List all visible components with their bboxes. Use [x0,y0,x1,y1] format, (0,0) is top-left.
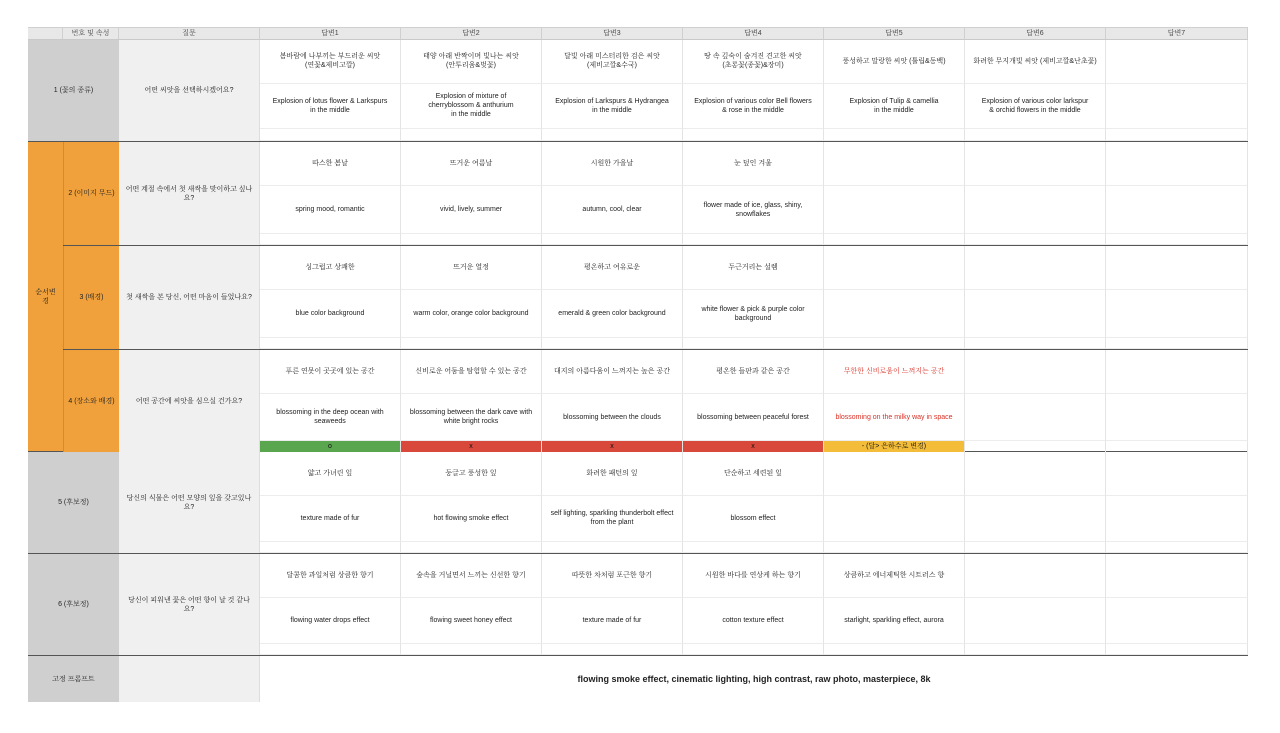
col-header-answer7[interactable]: 답변7 [1106,28,1248,39]
answer-cell[interactable]: 신비로운 어둠을 탐험할 수 있는 공간 [401,350,542,394]
answer-row-spacer [260,542,1248,553]
answer-cell[interactable]: blue color background [260,290,401,338]
answer-cell[interactable] [1106,40,1248,84]
answer-cell[interactable]: 뜨거운 열정 [401,246,542,290]
answer-cell[interactable] [1106,290,1248,338]
answer-cell[interactable]: flowing sweet honey effect [401,598,542,645]
answer-cell[interactable]: autumn, cool, clear [542,186,683,234]
answer-cell[interactable]: 상큼하고 에너제틱한 시트러스 향 [824,554,965,598]
answer-cell[interactable] [965,246,1106,290]
col-header-answer2[interactable]: 답변2 [401,28,542,39]
empty-cell[interactable] [683,129,824,141]
empty-cell[interactable] [965,234,1106,245]
answer-cell[interactable]: 싱그럽고 상쾌한 [260,246,401,290]
empty-cell[interactable] [260,644,401,655]
empty-cell[interactable] [260,129,401,141]
answer-cell[interactable]: 평온한 들판과 같은 공간 [683,350,824,394]
answer-row-korean [260,350,1248,394]
answer-cell[interactable] [824,452,965,496]
answer-cell[interactable]: 풍성하고 말랑한 씨앗 (튤립&동백) [824,40,965,84]
mark-rejected[interactable]: x [683,441,824,452]
answer-cell[interactable]: 눈 덮인 겨울 [683,142,824,186]
answer-row-spacer [260,234,1248,245]
mark-rejected[interactable]: x [401,441,542,452]
mark-rejected[interactable]: x [542,441,683,452]
question-number-cell[interactable]: 6 (후보정) [28,554,119,655]
group-label-cell[interactable]: 순서변경 [28,142,63,451]
answer-cell[interactable] [824,142,965,186]
empty-cell[interactable] [542,234,683,245]
empty-cell[interactable] [1106,644,1248,655]
empty-cell[interactable] [542,644,683,655]
answers-grid [260,452,1248,553]
answers-grid [260,40,1248,141]
empty-cell[interactable] [401,129,542,141]
answer-cell[interactable]: blossoming between peaceful forest [683,394,824,441]
answer-cell[interactable] [965,496,1106,543]
answers-grid [260,554,1248,655]
answer-cell[interactable]: 푸른 연못이 곳곳에 있는 공간 [260,350,401,394]
answer-cell[interactable]: 두근거리는 설렘 [683,246,824,290]
group-subrows [63,142,1248,451]
answer-cell[interactable] [1106,246,1248,290]
answer-cell[interactable]: Explosion of Larkspurs & Hydrangea in the middle [542,84,683,130]
answer-cell[interactable]: Explosion of various color larkspur & orchid flowers in the middle [965,84,1106,130]
question-text-cell[interactable]: 어떤 씨앗을 선택하시겠어요? [119,40,260,141]
answer-row-korean [260,452,1248,496]
answer-cell[interactable]: white flower & pick & purple color background [683,290,824,338]
answer-cell[interactable]: 숲속을 거닐면서 느끼는 신선한 향기 [401,554,542,598]
answer-cell[interactable]: blossoming between the clouds [542,394,683,441]
answer-cell[interactable]: 평온하고 여유로운 [542,246,683,290]
answer-cell[interactable]: hot flowing smoke effect [401,496,542,543]
mark-ok[interactable]: o [260,441,401,452]
fixed-prompt-label[interactable]: 고정 프롬프트 [28,656,119,702]
answer-cell[interactable] [965,350,1106,394]
empty-cell[interactable] [542,542,683,553]
spreadsheet [28,27,1248,702]
answers-grid [260,142,1248,245]
question-block-2 [63,142,1248,246]
col-header-answer6[interactable]: 답변6 [965,28,1106,39]
answer-cell[interactable]: emerald & green color background [542,290,683,338]
fixed-prompt-text[interactable]: flowing smoke effect, cinematic lighting, high contrast, raw photo, masterpiece, 8k [577,673,931,684]
answer-cell[interactable]: texture made of fur [260,496,401,543]
answer-cell[interactable] [1106,84,1248,130]
empty-cell[interactable] [1106,542,1248,553]
question-block-3 [63,246,1248,350]
answer-cell[interactable] [824,290,965,338]
answer-cell[interactable]: 따스한 봄날 [260,142,401,186]
answer-row-english [260,290,1248,338]
empty-cell[interactable] [683,234,824,245]
answer-cell[interactable] [824,496,965,543]
answer-cell[interactable]: 달콤한 과일처럼 상큼한 향기 [260,554,401,598]
answer-row-english [260,496,1248,543]
answer-cell[interactable]: flowing water drops effect [260,598,401,645]
col-header-answer1[interactable]: 답변1 [260,28,401,39]
mark-changed[interactable]: - (달> 은하수로 변경) [824,441,965,452]
answer-cell[interactable]: Explosion of mixture of cherryblossom & anthurium in the middle [401,84,542,130]
answer-cell[interactable]: 달빛 아래 미스터리한 검은 씨앗 (제비고깔&수국) [542,40,683,84]
question-block-6 [28,554,1248,656]
answer-cell[interactable] [1106,554,1248,598]
empty-cell[interactable] [260,234,401,245]
answer-cell[interactable]: 화려한 패턴의 잎 [542,452,683,496]
answer-cell[interactable]: texture made of fur [542,598,683,645]
reorder-group [28,142,1248,452]
answer-cell[interactable]: 따뜻한 차처럼 포근한 향기 [542,554,683,598]
answer-row-english [260,394,1248,441]
answer-cell[interactable]: 봄바람에 나부끼는 부드러운 씨앗 (연꽃&제비고깔) [260,40,401,84]
fixed-prompt-row [28,656,1248,702]
answer-cell[interactable]: 대지의 아름다움이 느껴지는 높은 공간 [542,350,683,394]
empty-cell[interactable] [401,338,542,349]
answer-cell[interactable] [965,290,1106,338]
empty-cell[interactable] [401,644,542,655]
empty-cell[interactable] [260,542,401,553]
mark-empty[interactable] [965,441,1106,452]
answer-cell[interactable]: 태양 아래 반짝이며 빛나는 씨앗 (안투리움&벚꽃) [401,40,542,84]
answer-cell[interactable] [965,142,1106,186]
col-header-blank[interactable] [28,28,63,39]
fixed-prompt-blank[interactable] [119,656,260,702]
empty-cell[interactable] [1106,338,1248,349]
question-block-1 [28,40,1248,142]
column-header-row [28,27,1248,40]
empty-cell[interactable] [260,338,401,349]
answer-cell[interactable] [1106,394,1248,441]
answer-cell[interactable] [965,598,1106,645]
col-header-answer4[interactable]: 답변4 [683,28,824,39]
empty-cell[interactable] [965,338,1106,349]
answer-cell[interactable]: 둥글고 풍성한 잎 [401,452,542,496]
question-number-cell[interactable]: 4 (장소와 배경) [63,350,119,452]
answer-row-english [260,84,1248,130]
empty-cell[interactable] [824,338,965,349]
empty-cell[interactable] [1106,234,1248,245]
answer-row-english [260,598,1248,645]
empty-cell[interactable] [542,338,683,349]
question-text-cell[interactable]: 어떤 계절 속에서 첫 새싹을 맞이하고 싶나요? [119,142,260,245]
answer-cell[interactable] [965,452,1106,496]
mark-empty[interactable] [1106,441,1248,452]
question-block-4 [63,350,1248,452]
empty-cell[interactable] [824,129,965,141]
answer-cell[interactable] [1106,598,1248,645]
empty-cell[interactable] [683,338,824,349]
question-text-cell[interactable]: 첫 새싹을 본 당신, 어떤 마음이 들었나요? [119,246,260,349]
answer-cell[interactable]: 얇고 가녀린 잎 [260,452,401,496]
answer-cell[interactable] [1106,496,1248,543]
answer-cell[interactable] [1106,142,1248,186]
question-block-5 [28,452,1248,554]
answer-cell[interactable] [1106,186,1248,234]
col-header-num[interactable]: 번호 및 속성 [63,28,119,39]
empty-cell[interactable] [965,644,1106,655]
answer-row-spacer [260,338,1248,349]
answer-row-korean [260,40,1248,84]
answer-cell[interactable]: vivid, lively, summer [401,186,542,234]
answer-cell[interactable] [965,394,1106,441]
empty-cell[interactable] [965,129,1106,141]
answer-row-korean [260,554,1248,598]
question-text-cell[interactable]: 어떤 공간에 씨앗을 심으실 건가요? [119,350,260,452]
answer-cell[interactable] [965,554,1106,598]
empty-cell[interactable] [542,129,683,141]
answer-cell[interactable]: 땅 속 깊숙이 숨겨진 견고한 씨앗 (초롱꽃(종꽃)&장미) [683,40,824,84]
question-number-cell[interactable]: 3 (배경) [63,246,119,349]
answer-cell[interactable]: blossoming between the dark cave with white bright rocks [401,394,542,441]
question-number-cell[interactable]: 5 (후보정) [28,452,119,553]
col-header-answer5[interactable]: 답변5 [824,28,965,39]
answer-cell[interactable] [824,186,965,234]
answer-cell[interactable] [1106,350,1248,394]
answer-cell[interactable]: warm color, orange color background [401,290,542,338]
col-header-answer3[interactable]: 답변3 [542,28,683,39]
col-header-question[interactable]: 질문 [119,28,260,39]
answer-cell[interactable]: blossoming in the deep ocean with seaweeds [260,394,401,441]
answer-cell[interactable]: 화려한 무지개빛 씨앗 (제비고깔&난초꽃) [965,40,1106,84]
answer-row-spacer [260,644,1248,655]
answer-cell[interactable]: 단순하고 세련된 잎 [683,452,824,496]
answer-cell[interactable] [824,246,965,290]
empty-cell[interactable] [401,542,542,553]
answers-grid [260,350,1248,452]
answer-cell[interactable]: Explosion of lotus flower & Larkspurs in the middle [260,84,401,130]
answer-cell[interactable]: starlight, sparkling effect, aurora [824,598,965,645]
answer-cell[interactable]: self lighting, sparkling thunderbolt effect from the plant [542,496,683,543]
answer-cell[interactable]: Explosion of various color Bell flowers & rose in the middle [683,84,824,130]
empty-cell[interactable] [824,644,965,655]
empty-cell[interactable] [1106,129,1248,141]
answer-row-english [260,186,1248,234]
answer-cell-highlight[interactable]: blossoming on the milky way in space [824,394,965,441]
empty-cell[interactable] [824,542,965,553]
answer-cell[interactable]: 뜨거운 여름날 [401,142,542,186]
answer-cell[interactable]: spring mood, romantic [260,186,401,234]
answer-row-korean [260,142,1248,186]
answer-cell[interactable]: blossom effect [683,496,824,543]
answer-cell[interactable]: 시원한 가을날 [542,142,683,186]
empty-cell[interactable] [683,644,824,655]
question-number-cell[interactable]: 2 (이미지 무드) [63,142,119,245]
empty-cell[interactable] [401,234,542,245]
answer-cell[interactable]: cotton texture effect [683,598,824,645]
answer-cell[interactable] [1106,452,1248,496]
answer-cell[interactable]: 시원한 바다를 연상케 하는 향기 [683,554,824,598]
question-text-cell[interactable]: 당신이 피워낸 꽃은 어떤 향이 날 것 같나요? [119,554,260,655]
answer-cell[interactable]: flower made of ice, glass, shiny, snowflakes [683,186,824,234]
answer-cell-highlight[interactable]: 무한한 신비로움이 느껴지는 공간 [824,350,965,394]
answer-cell[interactable] [965,186,1106,234]
answers-grid [260,246,1248,349]
answer-row-spacer [260,129,1248,141]
mark-row [260,441,1248,452]
empty-cell[interactable] [824,234,965,245]
empty-cell[interactable] [683,542,824,553]
question-text-cell[interactable]: 당신의 식물은 어떤 모양의 잎을 갖고있나요? [119,452,260,553]
answer-cell[interactable]: Explosion of Tulip & camellia in the middle [824,84,965,130]
empty-cell[interactable] [965,542,1106,553]
question-number-cell[interactable]: 1 (꽃의 종류) [28,40,119,141]
answer-row-korean [260,246,1248,290]
